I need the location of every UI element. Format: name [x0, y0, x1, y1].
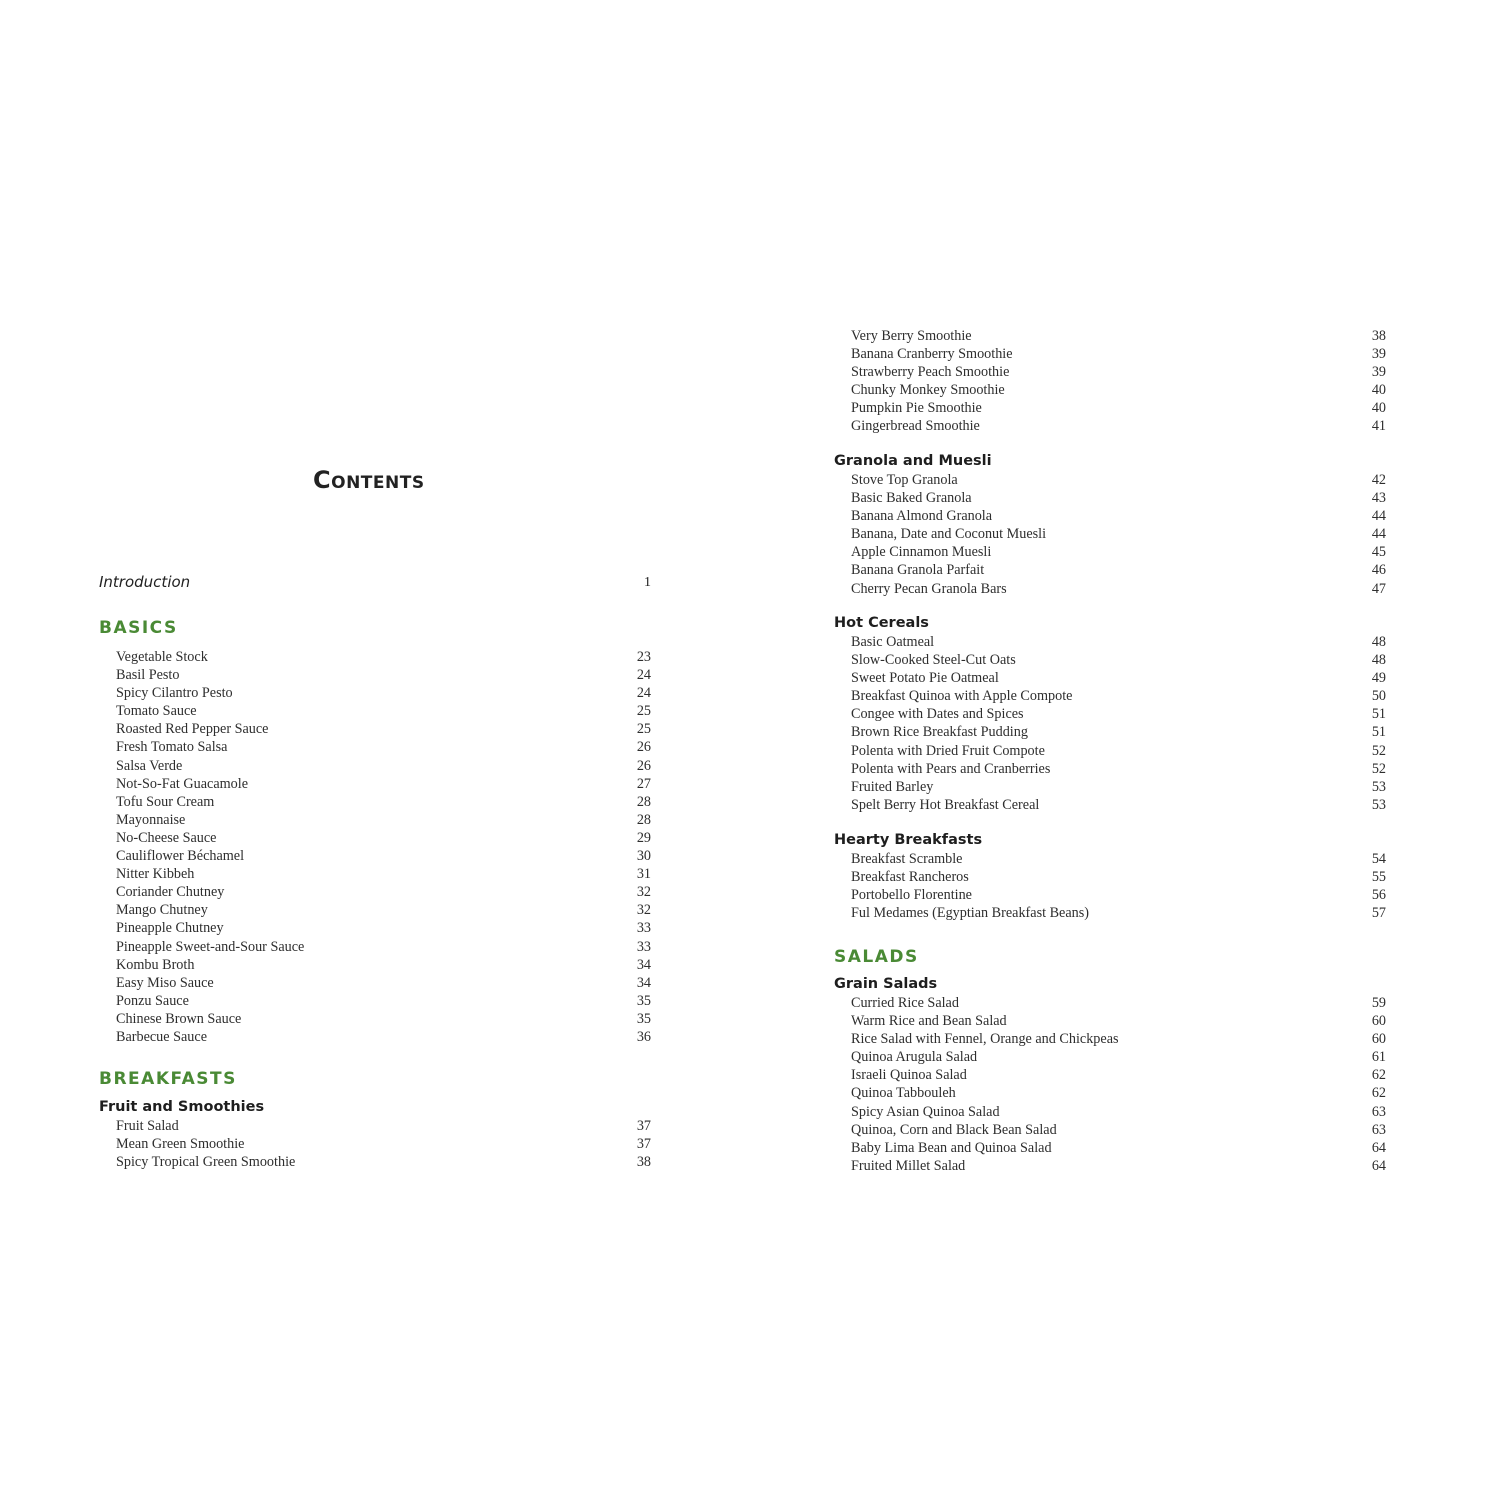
entry-label: Spicy Cilantro Pesto: [116, 685, 233, 702]
toc-entry[interactable]: [99, 720, 651, 738]
toc-entry[interactable]: [834, 525, 1386, 543]
toc-entry[interactable]: [834, 1103, 1386, 1121]
entry-page-number: 54: [1371, 851, 1386, 867]
entry-page-number: 38: [1371, 328, 1386, 344]
section-heading: SALADS: [834, 947, 919, 967]
entry-page-number: 35: [636, 992, 651, 1009]
entry-label: Polenta with Dried Fruit Compote: [851, 742, 1045, 759]
toc-entry[interactable]: [834, 1030, 1386, 1048]
toc-entry[interactable]: [834, 543, 1386, 561]
entry-label: Rice Salad with Fennel, Orange and Chickpeas: [851, 1031, 1119, 1048]
toc-entry[interactable]: [834, 651, 1386, 669]
entry-label: Quinoa Arugula Salad: [851, 1049, 978, 1066]
entry-page-number: 44: [1371, 526, 1386, 543]
entry-page-number: 26: [636, 757, 651, 774]
entry-page-number: 39: [1371, 346, 1386, 363]
entry-label: Fruited Barley: [851, 778, 934, 795]
toc-entry[interactable]: [834, 886, 1386, 904]
entry-label: Pumpkin Pie Smoothie: [851, 400, 982, 417]
toc-entry[interactable]: [834, 778, 1386, 796]
page-title: Contents: [313, 466, 425, 494]
entry-label: Cherry Pecan Granola Bars: [851, 580, 1007, 597]
entry-page-number: 44: [1371, 508, 1386, 525]
entry-label: Easy Miso Sauce: [116, 974, 214, 991]
toc-entry[interactable]: [99, 738, 651, 756]
entry-label: Kombu Broth: [116, 956, 195, 973]
entry-page-number: 62: [1371, 1067, 1386, 1084]
toc-entry[interactable]: [99, 811, 651, 829]
entry-label: Polenta with Pears and Cranberries: [851, 760, 1051, 777]
entry-page-number: 24: [636, 667, 651, 684]
toc-entry[interactable]: [834, 507, 1386, 525]
toc-entry[interactable]: [99, 829, 651, 847]
entry-page-number: 37: [636, 1118, 651, 1134]
entry-label: Warm Rice and Bean Salad: [851, 1013, 1007, 1030]
entry-label: Breakfast Scramble: [851, 851, 963, 867]
entry-page-number: 29: [636, 829, 651, 846]
entry-page-number: 38: [636, 1154, 651, 1171]
entry-page-number: 42: [1371, 472, 1386, 488]
toc-entry[interactable]: [834, 669, 1386, 687]
toc-entry[interactable]: [99, 1117, 651, 1135]
entry-label: Chunky Monkey Smoothie: [851, 382, 1005, 399]
entry-page-number: 47: [1371, 580, 1386, 597]
toc-entry[interactable]: [834, 327, 1386, 345]
entry-label: Banana Almond Granola: [851, 508, 993, 525]
entry-label: Barbecue Sauce: [116, 1028, 207, 1045]
section-basics: [99, 617, 651, 639]
toc-entry[interactable]: [834, 1066, 1386, 1084]
section-salads: [834, 946, 1386, 968]
entry-page-number: 31: [636, 866, 651, 883]
hearty-list: [834, 850, 1386, 922]
fruit-smoothies-list-right: [834, 327, 1386, 436]
toc-entry[interactable]: [99, 1135, 651, 1153]
toc-entry[interactable]: [99, 865, 651, 883]
entry-page-number: 52: [1371, 742, 1386, 759]
entry-page-number: 64: [1371, 1139, 1386, 1156]
toc-entry[interactable]: [99, 1010, 651, 1028]
entry-page-number: 55: [1371, 869, 1386, 886]
entry-page-number: 49: [1371, 670, 1386, 687]
subsection-granola: [834, 452, 1386, 471]
entry-page-number: 32: [636, 884, 651, 901]
entry-label: Fruit Salad: [116, 1118, 179, 1134]
entry-label: Gingerbread Smoothie: [851, 418, 980, 435]
entry-page-number: 39: [1371, 364, 1386, 381]
entry-label: Tofu Sour Cream: [116, 793, 215, 810]
entry-page-number: 34: [636, 956, 651, 973]
toc-entry[interactable]: [834, 1157, 1386, 1175]
entry-label: Quinoa, Corn and Black Bean Salad: [851, 1121, 1057, 1138]
toc-entry[interactable]: [834, 1139, 1386, 1157]
entry-page-number: 53: [1371, 778, 1386, 795]
subsection-hearty-breakfasts: [834, 831, 1386, 850]
entry-page-number: 57: [1371, 905, 1386, 922]
entry-page-number: 59: [1371, 995, 1386, 1011]
entry-page-number: 1: [644, 575, 651, 590]
subsection-heading: Hot Cereals: [834, 615, 929, 631]
entry-page-number: 48: [1371, 634, 1386, 650]
toc-entry[interactable]: [834, 381, 1386, 399]
entry-page-number: 63: [1371, 1103, 1386, 1120]
toc-entry[interactable]: [99, 1153, 651, 1171]
entry-page-number: 63: [1371, 1121, 1386, 1138]
entry-label: Ful Medames (Egyptian Breakfast Beans): [851, 905, 1089, 922]
entry-label: Ponzu Sauce: [116, 992, 189, 1009]
entry-page-number: 60: [1371, 1013, 1386, 1030]
granola-list: [834, 471, 1386, 598]
toc-entry[interactable]: [834, 363, 1386, 381]
toc-entry[interactable]: [99, 1028, 651, 1046]
entry-label: Sweet Potato Pie Oatmeal: [851, 670, 999, 687]
entry-label: Apple Cinnamon Muesli: [851, 544, 992, 561]
toc-entry[interactable]: [99, 775, 651, 793]
toc-entry[interactable]: [99, 666, 651, 684]
toc-entry[interactable]: [834, 1084, 1386, 1102]
entry-page-number: 40: [1371, 400, 1386, 417]
entry-page-number: 37: [636, 1136, 651, 1153]
toc-entry[interactable]: [834, 796, 1386, 814]
entry-label: Mango Chutney: [116, 902, 208, 919]
toc-entry[interactable]: [99, 974, 651, 992]
toc-entry[interactable]: [834, 742, 1386, 760]
subsection-heading: Grain Salads: [834, 976, 938, 992]
entry-label: Portobello Florentine: [851, 887, 972, 904]
toc-entry[interactable]: [834, 1121, 1386, 1139]
entry-label: Nitter Kibbeh: [116, 866, 195, 883]
entry-label: Banana, Date and Coconut Muesli: [851, 526, 1047, 543]
toc-entry[interactable]: [99, 992, 651, 1010]
toc-entry[interactable]: [99, 847, 651, 865]
entry-label: Not-So-Fat Guacamole: [116, 775, 248, 792]
toc-entry[interactable]: [99, 938, 651, 956]
entry-page-number: 33: [636, 920, 651, 937]
toc-entry[interactable]: [834, 760, 1386, 778]
entry-page-number: 62: [1371, 1085, 1386, 1102]
toc-entry[interactable]: [99, 919, 651, 937]
entry-page-number: 61: [1371, 1049, 1386, 1066]
entry-page-number: 64: [1371, 1157, 1386, 1174]
entry-label: Basic Oatmeal: [851, 634, 935, 650]
toc-entry[interactable]: [99, 648, 651, 666]
section-breakfasts: [99, 1068, 651, 1090]
entry-page-number: 33: [636, 938, 651, 955]
entry-page-number: 30: [636, 848, 651, 865]
toc-entry[interactable]: [834, 850, 1386, 868]
entry-label: Breakfast Rancheros: [851, 869, 969, 886]
toc-entry[interactable]: [99, 702, 651, 720]
toc-entry[interactable]: [99, 956, 651, 974]
toc-entry[interactable]: [834, 471, 1386, 489]
subsection-heading: Hearty Breakfasts: [834, 832, 983, 848]
toc-entry[interactable]: [834, 994, 1386, 1012]
toc-entry[interactable]: [99, 901, 651, 919]
entry-page-number: 46: [1371, 562, 1386, 579]
entry-page-number: 36: [636, 1028, 651, 1045]
toc-entry[interactable]: [834, 417, 1386, 435]
entry-label: Coriander Chutney: [116, 884, 225, 901]
entry-page-number: 60: [1371, 1031, 1386, 1048]
entry-label: Pineapple Sweet-and-Sour Sauce: [116, 938, 305, 955]
entry-page-number: 26: [636, 739, 651, 756]
entry-label: Introduction: [99, 573, 191, 591]
subsection-hot-cereals: [834, 614, 1386, 633]
toc-entry[interactable]: [99, 883, 651, 901]
subsection-heading: Fruit and Smoothies: [99, 1099, 265, 1115]
entry-label: No-Cheese Sauce: [116, 829, 217, 846]
toc-entry[interactable]: [834, 687, 1386, 705]
toc-entry[interactable]: [834, 561, 1386, 579]
toc-entry[interactable]: [834, 868, 1386, 886]
entry-page-number: 32: [636, 902, 651, 919]
entry-label: Breakfast Quinoa with Apple Compote: [851, 688, 1073, 705]
toc-entry[interactable]: [834, 633, 1386, 651]
entry-page-number: 28: [636, 793, 651, 810]
entry-label: Pineapple Chutney: [116, 920, 224, 937]
entry-page-number: 41: [1371, 418, 1386, 435]
entry-label: Basil Pesto: [116, 667, 180, 684]
toc-entry[interactable]: [834, 904, 1386, 922]
entry-page-number: 48: [1371, 652, 1386, 669]
entry-label: Tomato Sauce: [116, 703, 197, 720]
entry-label: Spicy Tropical Green Smoothie: [116, 1154, 296, 1171]
entry-page-number: 25: [636, 721, 651, 738]
toc-entry[interactable]: [834, 580, 1386, 598]
toc-entry[interactable]: [834, 705, 1386, 723]
entry-label: Curried Rice Salad: [851, 995, 959, 1011]
entry-page-number: 53: [1371, 796, 1386, 813]
toc-entry[interactable]: [834, 345, 1386, 363]
subsection-fruit-smoothies: [99, 1098, 651, 1117]
grain-salads-list: [834, 994, 1386, 1175]
entry-page-number: 25: [636, 703, 651, 720]
entry-page-number: 52: [1371, 760, 1386, 777]
subsection-grain-salads: [834, 975, 1386, 994]
entry-page-number: 28: [636, 811, 651, 828]
hot-cereals-list: [834, 633, 1386, 814]
entry-label: Cauliflower Béchamel: [116, 848, 245, 865]
toc-entry[interactable]: [834, 399, 1386, 417]
entry-label: Congee with Dates and Spices: [851, 706, 1024, 723]
entry-page-number: 50: [1371, 688, 1386, 705]
entry-label: Stove Top Granola: [851, 472, 958, 488]
entry-label: Banana Granola Parfait: [851, 562, 985, 579]
entry-page-number: 27: [636, 775, 651, 792]
toc-entry[interactable]: [834, 723, 1386, 741]
entry-label: Strawberry Peach Smoothie: [851, 364, 1010, 381]
entry-page-number: 51: [1371, 724, 1386, 741]
toc-entry[interactable]: [834, 1048, 1386, 1066]
entry-label: Baby Lima Bean and Quinoa Salad: [851, 1139, 1052, 1156]
toc-entry[interactable]: [99, 793, 651, 811]
subsection-heading: Granola and Muesli: [834, 453, 992, 469]
entry-page-number: 40: [1371, 382, 1386, 399]
entry-page-number: 35: [636, 1010, 651, 1027]
toc-entry[interactable]: [834, 489, 1386, 507]
entry-label: Chinese Brown Sauce: [116, 1010, 242, 1027]
entry-label: Spicy Asian Quinoa Salad: [851, 1103, 1000, 1120]
entry-page-number: 23: [636, 649, 651, 665]
toc-entry[interactable]: [834, 1012, 1386, 1030]
basics-list: [99, 648, 651, 1046]
section-heading: BASICS: [99, 618, 178, 638]
entry-page-number: 51: [1371, 706, 1386, 723]
entry-label: Roasted Red Pepper Sauce: [116, 721, 269, 738]
entry-label: Fruited Millet Salad: [851, 1157, 966, 1174]
entry-label: Brown Rice Breakfast Pudding: [851, 724, 1028, 741]
entry-label: Basic Baked Granola: [851, 490, 972, 507]
toc-entry[interactable]: [99, 757, 651, 775]
entry-page-number: 34: [636, 974, 651, 991]
entry-label: Salsa Verde: [116, 757, 183, 774]
entry-label: Very Berry Smoothie: [851, 328, 972, 344]
section-heading: BREAKFASTS: [99, 1069, 237, 1089]
entry-label: Quinoa Tabbouleh: [851, 1085, 956, 1102]
entry-page-number: 45: [1371, 544, 1386, 561]
entry-label: Slow-Cooked Steel-Cut Oats: [851, 652, 1016, 669]
entry-label: Mayonnaise: [116, 811, 186, 828]
entry-page-number: 56: [1371, 887, 1386, 904]
entry-page-number: 24: [636, 685, 651, 702]
entry-label: Banana Cranberry Smoothie: [851, 346, 1013, 363]
entry-label: Spelt Berry Hot Breakfast Cereal: [851, 796, 1040, 813]
entry-label: Fresh Tomato Salsa: [116, 739, 228, 756]
toc-entry[interactable]: [99, 684, 651, 702]
entry-label: Mean Green Smoothie: [116, 1136, 245, 1153]
toc-entry-introduction[interactable]: [99, 573, 651, 595]
fruit-smoothies-list-left: [99, 1117, 651, 1171]
entry-label: Vegetable Stock: [116, 649, 208, 665]
entry-page-number: 43: [1371, 490, 1386, 507]
entry-label: Israeli Quinoa Salad: [851, 1067, 967, 1084]
